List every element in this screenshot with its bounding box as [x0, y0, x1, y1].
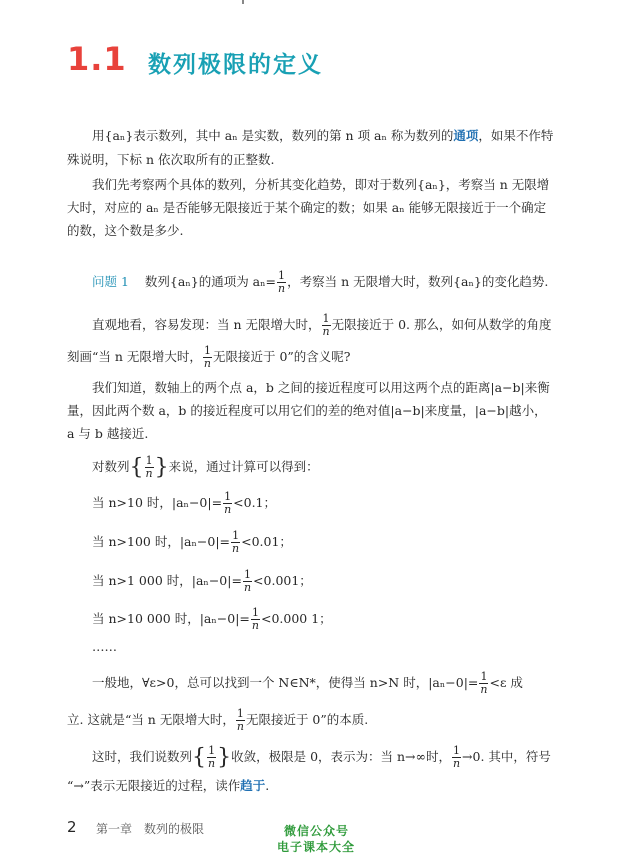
- watermark-line2: 电子课本大全: [277, 840, 356, 854]
- fraction-1-over-n: $\frac{1}{n}$: [232, 529, 240, 555]
- case-row: [92, 491, 276, 516]
- para6-line2-b: 无限接近于 0”的本质.: [245, 712, 369, 727]
- para3-line1-b: 无限接近于 0. 那么，如何从数学的角度: [331, 317, 552, 332]
- para4-line3: a 与 b 越接近.: [67, 426, 149, 441]
- problem1-text-b: ，考察当 n 无限增大时，数列{aₙ}的变化趋势.: [287, 274, 549, 289]
- para7-line2-a: “→”表示无限接近的过程，读作: [67, 778, 241, 793]
- para4-line1: 我们知道，数轴上的两个点 a，b 之间的接近程度可以用这两个点的距离|a−b|来衡: [92, 380, 550, 395]
- para2-line2: 大时，对应的 aₙ 是否能够无限接近于某个确定的数；如果 aₙ 能够无限接近于一个确定: [67, 200, 547, 215]
- fraction-1-over-n: $\frac{1}{n}$: [251, 606, 259, 632]
- section-title: 数列极限的定义: [148, 52, 323, 78]
- chapter-label: 第一章 数列的极限: [96, 822, 205, 836]
- para7-line1-c: →0. 其中，符号: [462, 749, 551, 764]
- para7-line1: [92, 745, 551, 770]
- term-tongxiang: 通项: [453, 128, 479, 143]
- para1-line1: [92, 127, 553, 145]
- para2-line1: 我们先考察两个具体的数列，分析其变化趋势，即对于数列{aₙ}，考察当 n 无限增: [92, 177, 550, 192]
- para2-line3: 的数，这个数是多少.: [67, 223, 184, 238]
- case-row: [92, 569, 312, 594]
- fraction-1-over-n: $\frac{1}{n}$: [452, 744, 461, 770]
- case-rhs: <0.000 1；: [261, 611, 332, 626]
- fraction-1-over-n: $\frac{1}{n}$: [480, 670, 488, 696]
- para7-line1-b: 收敛，极限是 0，表示为：当 n→∞时，: [231, 749, 451, 764]
- case-condition: 当 n>1 000 时，|aₙ−0|=: [92, 573, 242, 588]
- para3-line2: [67, 345, 351, 370]
- para4-line2: 量，因此两个数 a，b 的接近程度可以用它们的差的绝对值|a−b|来度量，|a−b|越小，: [67, 403, 547, 418]
- para1-line2: 殊说明，下标 n 依次取所有的正整数.: [67, 152, 275, 167]
- para5-b: 来说，通过计算可以得到：: [168, 459, 319, 474]
- para3-line1-a: 直观地看，容易发现：当 n 无限增大时，: [92, 317, 321, 332]
- para3-line2-b: 无限接近于 0”的含义呢?: [212, 349, 351, 364]
- fraction-1-over-n: $\frac{1}{n}$: [224, 490, 232, 516]
- ellipsis: ……: [92, 639, 117, 654]
- para6-line2-a: 立. 这就是“当 n 无限增大时，: [67, 712, 235, 727]
- para5: [92, 455, 319, 480]
- case-rhs: <0.001；: [253, 573, 312, 588]
- para1-line1-tail: ，如果不作特: [478, 128, 554, 143]
- para6-line1: [92, 671, 523, 696]
- right-brace: }: [154, 454, 169, 480]
- left-brace: {: [192, 744, 207, 770]
- para5-a: 对数列: [92, 459, 130, 474]
- para7-line2-b: .: [265, 778, 270, 793]
- para6-line1-b: <ε 成: [489, 675, 523, 690]
- top-tick-mark: [242, 0, 244, 4]
- right-brace: }: [217, 744, 232, 770]
- fraction-1-over-n: $\frac{1}{n}$: [278, 269, 286, 295]
- problem1-label: 问题 1: [92, 274, 129, 289]
- case-condition: 当 n>10 时，|aₙ−0|=: [92, 495, 223, 510]
- para3-line1: [92, 313, 551, 338]
- para7-line1-a: 这时，我们说数列: [92, 749, 193, 764]
- page-number: 2: [67, 818, 77, 836]
- case-condition: 当 n>100 时，|aₙ−0|=: [92, 534, 231, 549]
- term-quyu: 趋于: [240, 778, 266, 793]
- case-condition: 当 n>10 000 时，|aₙ−0|=: [92, 611, 250, 626]
- problem1: [92, 270, 548, 295]
- fraction-1-over-n: $\frac{1}{n}$: [145, 454, 153, 480]
- case-row: [92, 607, 332, 632]
- fraction-1-over-n: $\frac{1}{n}$: [322, 312, 330, 338]
- case-rhs: <0.01；: [241, 534, 292, 549]
- section-number: 1.1: [67, 40, 127, 78]
- para1-line1-text: 用{aₙ}表示数列，其中 aₙ 是实数，数列的第 n 项 aₙ 称为数列的: [92, 128, 454, 143]
- fraction-1-over-n: $\frac{1}{n}$: [208, 744, 216, 770]
- case-rhs: <0.1；: [233, 495, 277, 510]
- left-brace: {: [129, 454, 144, 480]
- para3-line2-a: 刻画“当 n 无限增大时，: [67, 349, 202, 364]
- fraction-1-over-n: $\frac{1}{n}$: [203, 344, 211, 370]
- para6-line1-a: 一般地，∀ε>0，总可以找到一个 N∈N*，使得当 n>N 时，|aₙ−0|=: [92, 675, 479, 690]
- fraction-1-over-n: $\frac{1}{n}$: [236, 707, 244, 733]
- problem1-text-a: 数列{aₙ}的通项为 aₙ=: [144, 274, 276, 289]
- para7-line2: [67, 777, 269, 795]
- para6-line2: [67, 708, 368, 733]
- fraction-1-over-n: $\frac{1}{n}$: [243, 568, 252, 594]
- case-row: [92, 530, 292, 555]
- watermark-line1: 微信公众号: [284, 824, 350, 838]
